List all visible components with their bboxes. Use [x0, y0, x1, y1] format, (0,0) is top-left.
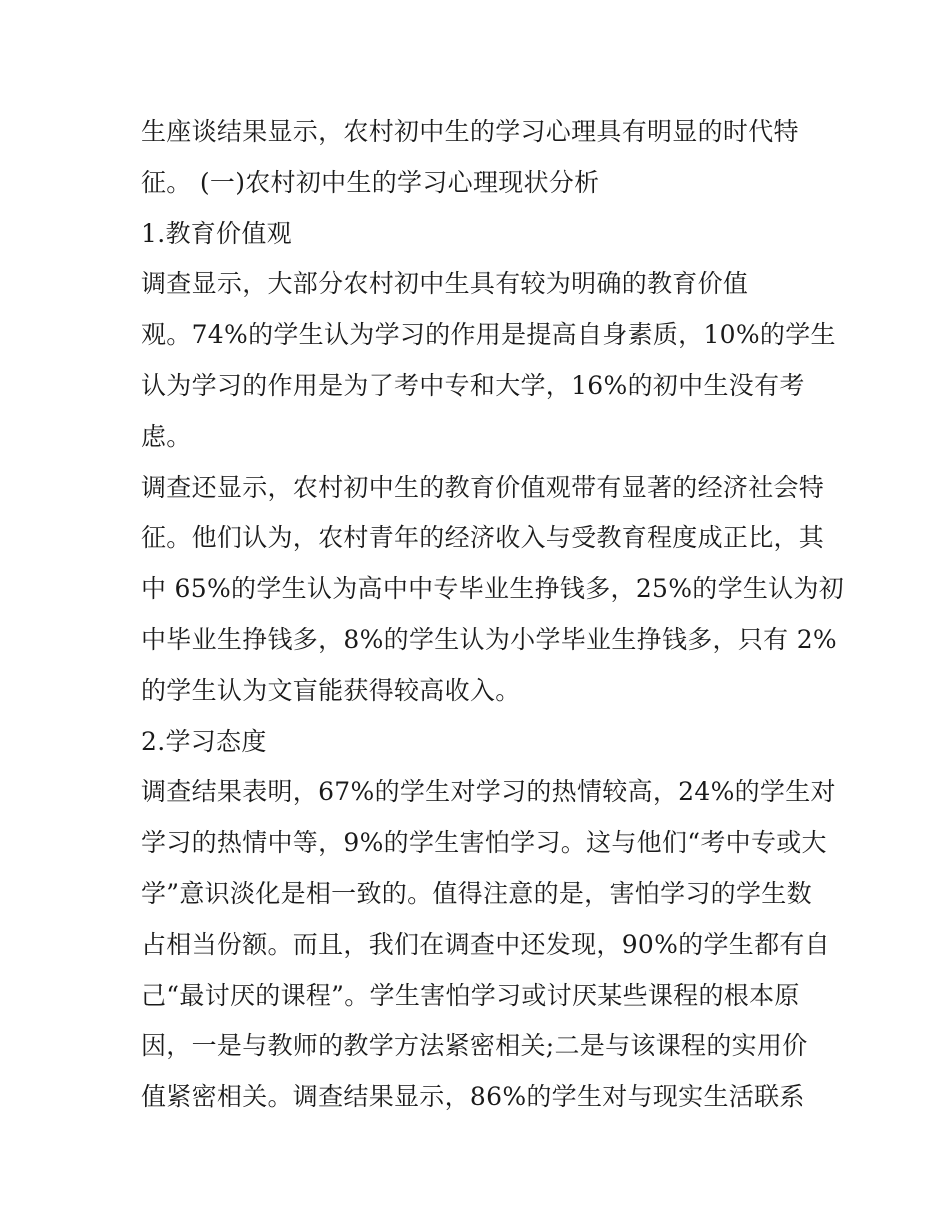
section-heading: 2.学习态度 — [141, 726, 267, 756]
text-line: 值紧密相关。调查结果显示，86%的学生对与现实生活联系 — [141, 1082, 805, 1112]
text-line: 因，一是与教师的教学方法紧密相关;二是与该课程的实用价 — [141, 1031, 808, 1061]
text-line: 征。他们认为，农村青年的经济收入与受教育程度成正比，其 — [141, 523, 825, 553]
text-line: 认为学习的作用是为了考中专和大学，16%的初中生没有考 — [141, 370, 805, 400]
text-line: 学”意识淡化是相一致的。值得注意的是，害怕学习的学生数 — [141, 878, 812, 908]
text-line: 调查还显示，农村初中生的教育价值观带有显著的经济社会特 — [141, 472, 825, 502]
text-line: 观。74%的学生认为学习的作用是提高自身素质，10%的学生 — [141, 320, 836, 350]
text-line: 虑。 — [141, 421, 192, 451]
text-line: 调查结果表明，67%的学生对学习的热情较高，24%的学生对 — [141, 777, 836, 807]
text-line: 己“最讨厌的课程”。学生害怕学习或讨厌某些课程的根本原 — [141, 980, 800, 1010]
text-line: 的学生认为文盲能获得较高收入。 — [141, 675, 521, 705]
text-line: 中 65%的学生认为高中中专毕业生挣钱多，25%的学生认为初 — [141, 574, 845, 604]
text-line: 学习的热情中等，9%的学生害怕学习。这与他们“考中专或大 — [141, 828, 827, 858]
text-line: 生座谈结果显示，农村初中生的学习心理具有明显的时代特 — [141, 117, 799, 146]
section-heading: 1.教育价值观 — [141, 218, 292, 248]
text-line: 调查显示，大部分农村初中生具有较为明确的教育价值 — [141, 269, 749, 299]
document-body — [141, 107, 845, 1123]
text-line: 征。 (一)农村初中生的学习心理现状分析 — [141, 167, 600, 197]
text-line: 占相当份额。而且，我们在调查中还发现，90%的学生都有自 — [141, 929, 830, 959]
text-line: 中毕业生挣钱多，8%的学生认为小学毕业生挣钱多，只有 2% — [141, 624, 837, 654]
